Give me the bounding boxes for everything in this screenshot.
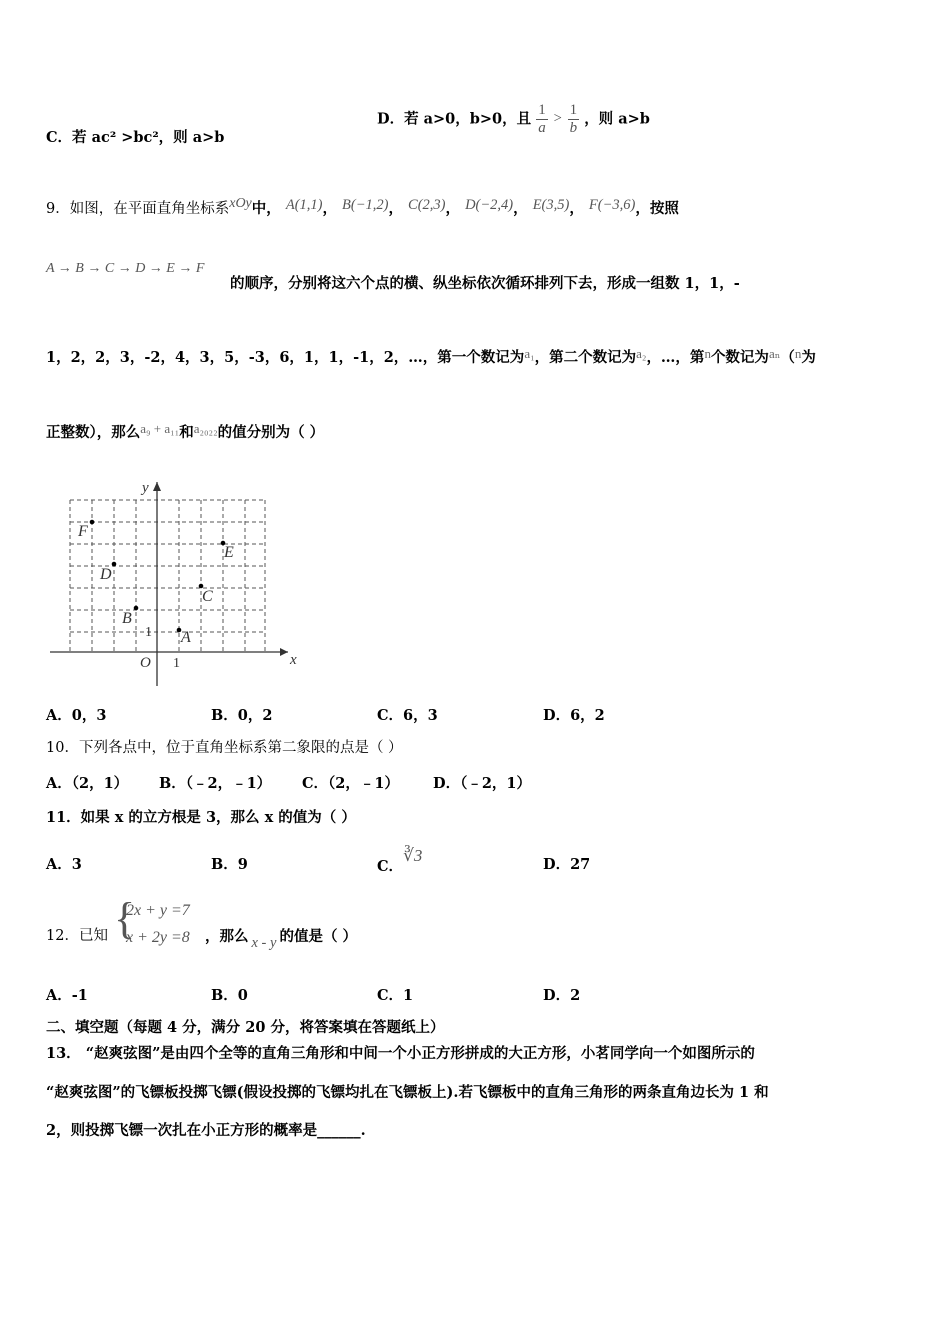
- q10-option-d[interactable]: D．（﹣2，1）: [433, 775, 532, 792]
- q9-option-b[interactable]: B．0，2: [211, 707, 273, 724]
- left-brace-icon: {: [114, 894, 136, 943]
- point-a-label: A: [181, 629, 191, 646]
- sum-expression: a₉ + a₁₁: [140, 421, 180, 436]
- q8-option-c: C．若 ac² >bc²，则 a>b: [46, 129, 225, 146]
- q9-sequence-text: 1，2，2，3，-2，4，3，5，-3，6，1，1，-1，2，…，第一个数记为: [46, 349, 525, 366]
- section-2-heading: 二、填空题（每题 4 分，满分 20 分，将答案填在答题纸上）: [46, 1019, 445, 1036]
- axes: [50, 482, 288, 686]
- q9-line-4: [46, 421, 325, 441]
- point-f-coords: F(−3,6): [588, 197, 636, 213]
- q12-option-d[interactable]: D．2: [543, 987, 581, 1004]
- separator: ，: [322, 200, 337, 217]
- q13-line-3: 2，则投掷飞镖一次扎在小正方形的概率是______.: [46, 1122, 366, 1139]
- origin-label: O: [140, 655, 151, 671]
- q12-text: 的值是（ ）: [279, 928, 358, 945]
- q9-text: 正整数），那么: [46, 424, 141, 441]
- q9-option-a[interactable]: A．0，3: [46, 707, 107, 724]
- point-e-coords: E(3,5): [532, 197, 570, 213]
- point-d-label: D: [100, 566, 112, 583]
- q9-text: ，按照: [635, 200, 679, 217]
- x-axis-label: x: [290, 652, 297, 668]
- q11-option-c-label: C．: [377, 858, 404, 875]
- x-tick-1-label: 1: [173, 656, 180, 671]
- separator: ，: [445, 200, 461, 217]
- q9-option-d[interactable]: D．6，2: [543, 707, 605, 724]
- fraction-denominator: b: [569, 119, 578, 136]
- q12-option-b[interactable]: B．0: [211, 987, 248, 1004]
- q13-line-2: “赵爽弦图”的飞镖板投掷飞镖(假设投掷的飞镖均扎在飞镖板上).若飞镖板中的直角三角形的两条直角边长为 1 和: [46, 1084, 769, 1101]
- y-axis-label: y: [142, 480, 149, 496]
- coordinate-system-label: xOy: [229, 196, 252, 211]
- q9-line-3: [46, 346, 816, 366]
- fraction-1-over-a: [536, 102, 548, 136]
- q10-option-a[interactable]: A．（2，1）: [46, 775, 129, 792]
- term-a2: a₂: [636, 346, 647, 361]
- point-d: [112, 562, 117, 567]
- point-f-label: F: [78, 523, 88, 540]
- equation-2: x + 2y =8: [126, 929, 190, 946]
- q9-text: （: [780, 349, 795, 366]
- q9-line-2: 的顺序，分别将这六个点的横、纵坐标依次循环排列下去，形成一组数 1，1，-: [230, 275, 740, 292]
- q8-option-d-prefix: D．若 a>0，b>0，且: [377, 110, 532, 128]
- separator: ，: [513, 200, 528, 217]
- point-b-coords: B(−1,2): [342, 197, 389, 213]
- q9-line-1: [46, 196, 679, 219]
- point-c-label: C: [202, 588, 213, 605]
- point-c-coords: C(2,3): [408, 197, 446, 213]
- term-a1: a₁: [524, 346, 535, 361]
- q12-text: ，那么: [205, 928, 249, 945]
- equation-1: 2x + y =7: [126, 902, 190, 919]
- q9-text: 中，: [251, 200, 281, 217]
- q10-option-c[interactable]: C．（2，﹣1）: [302, 775, 399, 792]
- q9-text: 个数记为: [710, 349, 769, 366]
- q9-intro: 9．如图，在平面直角坐标系: [46, 201, 230, 217]
- greater-than-sign: >: [552, 110, 563, 127]
- q10-option-b[interactable]: B．（﹣2，﹣1）: [159, 775, 272, 792]
- q9-text: ，第二个数记为: [534, 349, 637, 366]
- separator: ，: [569, 200, 584, 217]
- q9-text: 的值分别为（ ）: [217, 424, 325, 441]
- y-tick-1-label: 1: [145, 625, 152, 640]
- separator: ，: [388, 200, 403, 217]
- q9-text: 和: [179, 424, 194, 441]
- coordinate-grid-figure: [40, 470, 310, 692]
- point-d-coords: D(−2,4): [465, 197, 514, 213]
- q9-text: ，…，第: [646, 349, 705, 366]
- y-axis-arrow-icon: [153, 482, 161, 491]
- fraction-1-over-b: [568, 102, 580, 136]
- term-an: aₙ: [768, 346, 781, 361]
- q11-option-a[interactable]: A．3: [46, 856, 82, 873]
- x-axis-arrow-icon: [280, 648, 288, 656]
- point-sequence: A → B → C → D → E → F: [46, 261, 205, 276]
- q11-option-b[interactable]: B．9: [211, 856, 248, 873]
- q11-option-c[interactable]: [377, 846, 423, 876]
- q9-text: 为: [801, 349, 816, 366]
- q12-option-c[interactable]: C．1: [377, 987, 414, 1004]
- q12-option-a[interactable]: A．-1: [46, 987, 88, 1004]
- q12-prefix: 12．已知: [46, 928, 108, 944]
- point-b-label: B: [122, 610, 132, 627]
- fraction-numerator: 1: [569, 102, 578, 118]
- cube-root-3: ∛3: [403, 846, 423, 865]
- point-e-label: E: [224, 544, 234, 561]
- q10-stem: 10．下列各点中，位于直角坐标系第二象限的点是（ ）: [46, 740, 403, 756]
- expression-x-minus-y: x - y: [251, 935, 277, 951]
- point-a-coords: A(1,1): [285, 197, 323, 213]
- fraction-denominator: a: [538, 119, 546, 136]
- term-a2022: a₂₀₂₂: [193, 421, 218, 436]
- q13-line-1: 13． “赵爽弦图”是由四个全等的直角三角形和中间一个小正方形拼成的大正方形，小茗同学向一个如图所示的: [46, 1045, 755, 1062]
- point-b: [134, 606, 139, 611]
- q11-option-d[interactable]: D．27: [543, 856, 591, 873]
- q11-stem: 11．如果 x 的立方根是 3，那么 x 的值为（ ）: [46, 809, 356, 826]
- fraction-numerator: 1: [538, 102, 546, 118]
- q8-option-d-suffix: ，则 a>b: [584, 110, 650, 128]
- variable-n: n: [794, 346, 802, 361]
- q12-stem-rest: [205, 928, 358, 951]
- point-f: [90, 520, 95, 525]
- q8-option-d: [377, 102, 650, 136]
- q9-option-c[interactable]: C．6，3: [377, 707, 438, 724]
- variable-n: n: [704, 346, 711, 361]
